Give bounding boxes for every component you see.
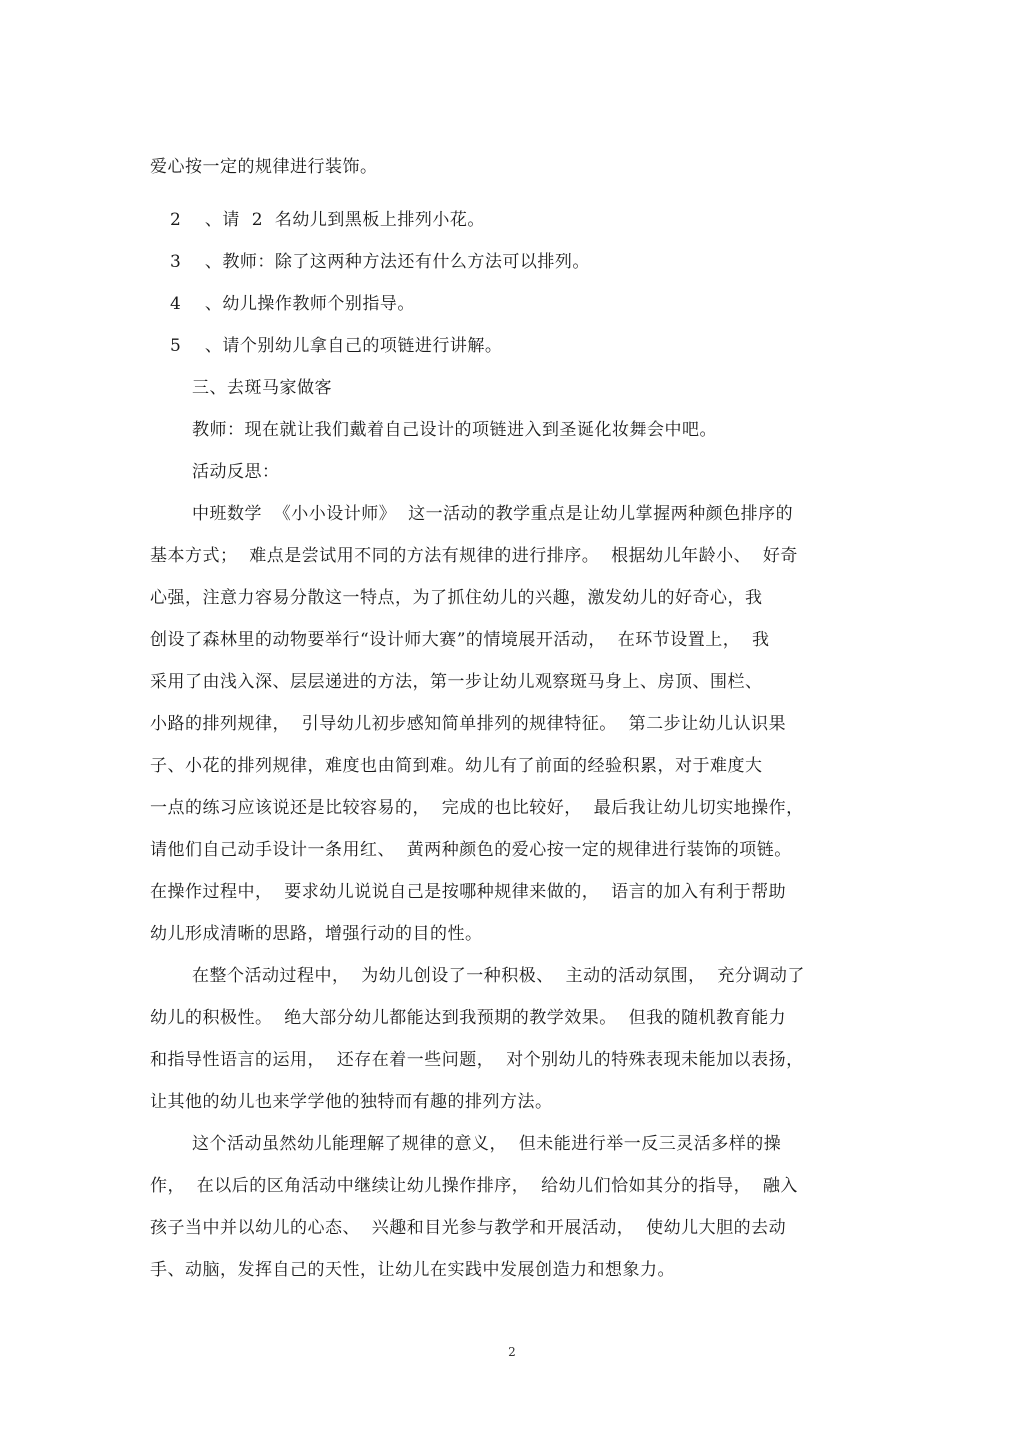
paragraph-line: 请他们自己动手设计一条用红、 黄两种颜色的爱心按一定的规律进行装饰的项链。 [150, 840, 792, 860]
paragraph-line: 在操作过程中， 要求幼儿说说自己是按哪种规律来做的， 语言的加入有利于帮助 [150, 882, 787, 902]
list-item: 2 、请 2 名幼儿到黑板上排列小花。 [170, 210, 485, 230]
section-heading: 三、去斑马家做客 [192, 378, 332, 398]
paragraph-line: 在整个活动过程中， 为幼儿创设了一种积极、 主动的活动氛围， 充分调动了 [192, 966, 805, 986]
paragraph-line: 手、动脑，发挥自己的天性，让幼儿在实践中发展创造力和想象力。 [150, 1260, 675, 1280]
text-line: 教师：现在就让我们戴着自己设计的项链进入到圣诞化妆舞会中吧。 [192, 420, 717, 440]
list-item: 5 、请个别幼儿拿自己的项链进行讲解。 [170, 336, 503, 356]
paragraph-line: 一点的练习应该说还是比较容易的， 完成的也比较好， 最后我让幼儿切实地操作， [150, 798, 804, 818]
page-number: 2 [508, 1345, 516, 1359]
paragraph-line: 子、小花的排列规律，难度也由简到难。幼儿有了前面的经验积累，对于难度大 [150, 756, 763, 776]
paragraph-line: 小路的排列规律， 引导幼儿初步感知简单排列的规律特征。 第二步让幼儿认识果 [150, 714, 787, 734]
paragraph-line: 和指导性语言的运用， 还存在着一些问题， 对个别幼儿的特殊表现未能加以表扬， [150, 1050, 804, 1070]
paragraph-line: 采用了由浅入深、层层递进的方法，第一步让幼儿观察斑马身上、房顶、围栏、 [150, 672, 763, 692]
paragraph-line: 幼儿形成清晰的思路，增强行动的目的性。 [150, 924, 483, 944]
paragraph-line: 这个活动虽然幼儿能理解了规律的意义， 但未能进行举一反三灵活多样的操 [192, 1134, 782, 1154]
section-heading: 活动反思： [192, 462, 280, 482]
paragraph-line: 基本方式； 难点是尝试用不同的方法有规律的进行排序。 根据幼儿年龄小、 好奇 [150, 546, 798, 566]
paragraph-line: 中班数学 《小小设计师》 这一活动的教学重点是让幼儿掌握两种颜色排序的 [192, 504, 794, 524]
paragraph-line: 作， 在以后的区角活动中继续让幼儿操作排序， 给幼儿们恰如其分的指导， 融入 [150, 1176, 798, 1196]
paragraph-line: 孩子当中并以幼儿的心态、 兴趣和目光参与教学和开展活动， 使幼儿大胆的去动 [150, 1218, 787, 1238]
paragraph-line: 心强，注意力容易分散这一特点，为了抓住幼儿的兴趣，激发幼儿的好奇心，我 [150, 588, 763, 608]
paragraph-line: 幼儿的积极性。 绝大部分幼儿都能达到我预期的教学效果。 但我的随机教育能力 [150, 1008, 787, 1028]
paragraph-line: 创设了森林里的动物要举行“设计师大赛”的情境展开活动， 在环节设置上， 我 [150, 630, 770, 650]
text-line: 爱心按一定的规律进行装饰。 [150, 157, 378, 177]
list-item: 3 、教师：除了这两种方法还有什么方法可以排列。 [170, 252, 590, 272]
paragraph-line: 让其他的幼儿也来学学他的独特而有趣的排列方法。 [150, 1092, 553, 1112]
list-item: 4 、幼儿操作教师个别指导。 [170, 294, 415, 314]
